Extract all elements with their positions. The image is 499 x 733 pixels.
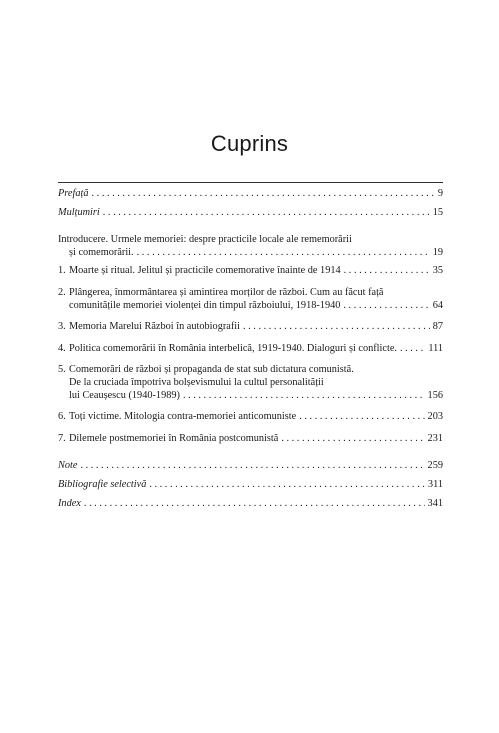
leader-dots bbox=[84, 498, 425, 511]
toc-page-number: 111 bbox=[428, 342, 443, 354]
leader-dots bbox=[299, 411, 424, 424]
toc-page-number: 311 bbox=[427, 478, 443, 490]
toc-entry-title: Bibliografie selectivă bbox=[58, 478, 147, 490]
chapter-number: 6. bbox=[58, 411, 66, 423]
chapter-number: 7. bbox=[58, 432, 66, 444]
toc-page-number: 156 bbox=[427, 389, 443, 401]
toc-page-number: 9 bbox=[437, 188, 443, 199]
toc-entry-title: Note bbox=[58, 460, 78, 472]
toc-entry-chapter-7[interactable] bbox=[58, 433, 443, 446]
toc-entry-note[interactable] bbox=[58, 460, 443, 473]
toc-page-number: 87 bbox=[432, 321, 443, 333]
toc-page-number: 259 bbox=[427, 460, 443, 472]
toc-entry-chapter-2[interactable] bbox=[58, 287, 443, 312]
chapter-number: 1. bbox=[58, 265, 66, 277]
toc-page-number: 19 bbox=[432, 246, 443, 258]
toc-page-number: 35 bbox=[432, 265, 443, 277]
leader-dots bbox=[343, 300, 429, 313]
leader-dots bbox=[243, 321, 430, 334]
leader-dots bbox=[344, 265, 430, 278]
toc-entry-chapter-6[interactable] bbox=[58, 411, 443, 424]
toc-entry-title-line: comunitățile memoriei violenței din timpul războiului, 1918-1940 bbox=[69, 299, 341, 311]
leader-dots bbox=[281, 433, 424, 446]
leader-dots bbox=[103, 207, 430, 220]
toc-entry-title: Index bbox=[58, 497, 81, 509]
leader-dots bbox=[92, 188, 435, 201]
toc-entry-prefata[interactable] bbox=[58, 188, 443, 201]
chapter-number: 3. bbox=[58, 321, 66, 333]
toc-entry-title-line: Moarte și ritual. Jelitul și practicile comemorative înainte de 1914 bbox=[69, 265, 341, 277]
toc-entry-title-line: De la cruciada împotriva bolșevismului la cultul personalității bbox=[69, 376, 324, 388]
chapter-number: 2. bbox=[58, 286, 66, 298]
leader-dots bbox=[80, 460, 424, 473]
toc-entry-chapter-3[interactable] bbox=[58, 321, 443, 334]
toc-entry-title-line: Introducere. Urmele memoriei: despre practicile locale ale rememorării bbox=[58, 234, 352, 246]
top-divider bbox=[58, 182, 443, 183]
toc-entry-chapter-5[interactable] bbox=[58, 364, 443, 402]
toc-page-number: 64 bbox=[432, 299, 443, 311]
toc-page-number: 231 bbox=[427, 432, 443, 444]
toc-page-number: 15 bbox=[432, 206, 443, 218]
toc-entry-title-line: Plângerea, înmormântarea și amintirea morților de război. Cum au făcut față bbox=[69, 286, 384, 298]
toc-entry-title-line: Toți victime. Mitologia contra-memoriei anticomuniste bbox=[69, 411, 297, 423]
toc-page-number: 203 bbox=[427, 411, 443, 423]
leader-dots bbox=[149, 479, 425, 492]
toc-entry-title-line: Politica comemorării în România interbelică, 1919-1940. Dialoguri și conflicte. bbox=[69, 342, 397, 354]
toc-entry-chapter-4[interactable] bbox=[58, 343, 443, 356]
leader-dots bbox=[400, 343, 425, 356]
table-of-contents bbox=[58, 188, 443, 510]
toc-entry-title-line: Memoria Marelui Război în autobiografii bbox=[69, 321, 240, 333]
toc-entry-title-line: și comemorării. bbox=[69, 246, 134, 258]
toc-entry-introducere[interactable] bbox=[58, 234, 443, 259]
page-title: Cuprins bbox=[210, 131, 289, 156]
toc-entry-index[interactable] bbox=[58, 498, 443, 511]
chapter-number: 5. bbox=[58, 364, 66, 376]
chapter-number: 4. bbox=[58, 342, 66, 354]
toc-entry-title-line: Comemorări de război și propaganda de stat sub dictatura comunistă. bbox=[69, 364, 354, 376]
leader-dots bbox=[137, 247, 430, 260]
toc-entry-title: Mulțumiri bbox=[58, 206, 100, 218]
toc-entry-title-line: lui Ceaușescu (1940-1989) bbox=[69, 389, 180, 401]
leader-dots bbox=[183, 390, 425, 403]
toc-entry-bibliografie[interactable] bbox=[58, 479, 443, 492]
toc-entry-title-line: Dilemele postmemoriei în România postcomunistă bbox=[69, 432, 279, 444]
toc-entry-title: Prefață bbox=[58, 188, 89, 199]
toc-page-number: 341 bbox=[427, 497, 443, 509]
toc-entry-chapter-1[interactable] bbox=[58, 265, 443, 278]
toc-entry-multumiri[interactable] bbox=[58, 207, 443, 220]
